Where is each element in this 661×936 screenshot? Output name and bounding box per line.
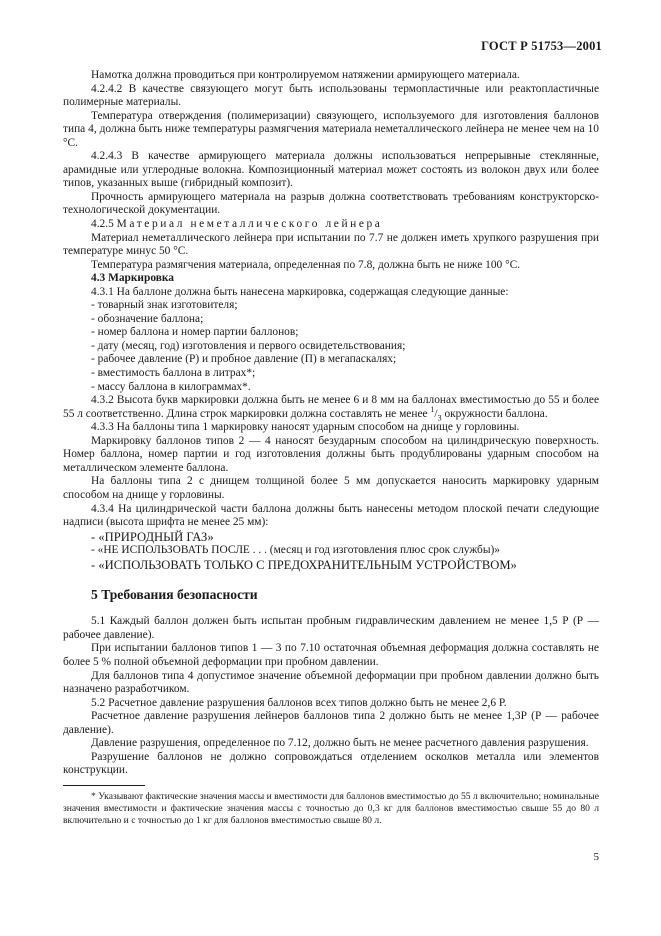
paragraph-4-2-4-2: 4.2.4.2 В качестве связующего могут быть использованы термопластичные или реактопластичные полимерные материалы. xyxy=(63,82,599,109)
fraction-numerator: 1 xyxy=(430,404,435,414)
inscription-item: - «НЕ ИСПОЛЬЗОВАТЬ ПОСЛЕ . . . (месяц и год изготовления плюс срок службы)» xyxy=(91,544,500,557)
paragraph-fiber-strength: Прочность армирующего материала на разрыв должна соответствовать требованиям конструкторско-технологической документации. xyxy=(63,190,599,217)
paragraph-curing-temperature: Температура отверждения (полимеризации) связующего, используемого для изготовления баллонов типа 4, должна быть ниже температуры размягчения материала неметаллического лейнера не менее чем на 10 °С. xyxy=(63,109,599,149)
paragraph-4-3-4: 4.3.4 На цилиндрической части баллона должны быть нанесены методом плоской печати следующие надписи (высота шрифта не менее 25 мм): xyxy=(63,502,599,529)
fraction-slash: / xyxy=(434,407,438,420)
paragraph-type-2-bottom: На баллоны типа 2 с днищем толщиной более 5 мм допускается наносить маркировку ударным способом на днище у горловины. xyxy=(63,475,599,501)
subsection-4-2-5-heading xyxy=(63,218,599,232)
marking-item: - дату (месяц, год) изготовления и первого освидетельствования; xyxy=(91,339,406,352)
paragraph-residual-deformation: При испытании баллонов типов 1 — 3 по 7.10 остаточная объемная деформация должна составлять не более 5 % полной объемной деформации при пробном давлении. xyxy=(63,642,599,668)
marking-item: - рабочее давление (Р) и пробное давление (П) в мегапаскалях; xyxy=(91,353,397,366)
inscription-item: - «ПРИРОДНЫЙ ГАЗ» xyxy=(91,529,214,544)
fraction-denominator: 3 xyxy=(437,412,442,422)
inscription-item: - «ИСПОЛЬЗОВАТЬ ТОЛЬКО С ПРЕДОХРАНИТЕЛЬНЫМ УСТРОЙСТВОМ» xyxy=(91,557,517,572)
document-code-header: ГОСТ Р 51753—2001 xyxy=(481,39,602,53)
paragraph-type-4-deformation: Для баллонов типа 4 допустимое значение объемной деформации при пробном давлении должно быть назначено разработчиком. xyxy=(63,669,599,696)
marking-item: - товарный знак изготовителя; xyxy=(91,299,238,312)
paragraph-liner-brittleness: Материал неметаллического лейнера при испытании по 7.7 не должен иметь хрупкого разрушения при температуре минус 50 °С. xyxy=(63,231,599,258)
section-4-3-heading: 4.3 Маркировка xyxy=(91,272,174,285)
footnote-text: * Указывают фактические значения массы и вместимости для баллонов вместимостью до 55 л включительно; номинальные значения вместимости и фактические значения массы с точностью до 0,3 кг для баллонов вместимостью свыше 55 до 80 л включительно и с точностью до 1 кг для баллонов вместимостью свыше 80 л. xyxy=(63,791,599,827)
marking-item: - вместимость баллона в литрах*; xyxy=(91,367,256,380)
footnote xyxy=(63,791,599,827)
paragraph-4-3-3: 4.3.3 На баллоны типа 1 маркировку наносят ударным способом на днище у горловины. xyxy=(91,421,520,434)
marking-item: - номер баллона и номер партии баллонов; xyxy=(91,326,299,339)
paragraph-5-1: 5.1 Каждый баллон должен быть испытан пробным гидравлическим давлением не менее 1,5 Р (Р — рабочее давление). xyxy=(63,615,599,641)
subsection-4-2-5-title: Материал неметаллического лейнера xyxy=(116,218,383,231)
subsection-4-2-5-number: 4.2.5 xyxy=(91,218,114,231)
paragraph-winding: Намотка должна проводиться при контролируемом натяжении армирующего материала. xyxy=(91,69,520,81)
marking-item: - обозначение баллона; xyxy=(91,312,204,325)
paragraph-fragmentation: Разрушение баллонов не должно сопровождаться отделением осколков металла или элементов конструкции. xyxy=(63,750,599,777)
paragraph-softening-temperature: Температура размягчения материала, определенная по 7.8, должна быть не ниже 100 °С. xyxy=(91,258,521,271)
document-body xyxy=(63,69,599,778)
paragraph-4-3-2: 4.3.2 Высота букв маркировки должна быть не менее 6 и 8 мм на баллонах вместимостью до 55 и более 55 л соответственно. Длина строк маркировки должна составлять не менее $^1/_3$ окружности баллона. xyxy=(63,394,599,422)
paragraph-burst-pressure: Давление разрушения, определенное по 7.12, должно быть не менее расчетного давления разрушения. xyxy=(91,737,589,750)
paragraph-liner-burst-pressure: Расчетное давление разрушения лейнеров баллонов типа 2 должно быть не менее 1,3Р (Р — рабочее давление). xyxy=(63,710,599,736)
footnote-divider xyxy=(63,785,145,786)
marking-item: - массу баллона в килограммах*. xyxy=(91,380,251,393)
paragraph-5-2: 5.2 Расчетное давление разрушения баллонов всех типов должно быть не менее 2,6 Р. xyxy=(91,696,507,709)
paragraph-4-2-4-3: 4.2.4.3 В качестве армирующего материала должны использоваться непрерывные стеклянные, арамидные или углеродные волокна. Композиционный материал может состоять из волокон двух или более типов, указанных выше (гибридный композит). xyxy=(63,150,599,190)
section-5-heading: 5 Требования безопасности xyxy=(91,587,258,603)
page-number: 5 xyxy=(593,851,599,863)
paragraph-marking-types-2-4: Маркировку баллонов типов 2 — 4 наносят безударным способом на цилиндрическую поверхность. Номер баллона, номер партии и год изготовления должны быть продублированы ударным способом на металлическом элементе баллона. xyxy=(63,434,599,474)
paragraph-4-3-1: 4.3.1 На баллоне должна быть нанесена маркировка, содержащая следующие данные: xyxy=(91,285,509,298)
